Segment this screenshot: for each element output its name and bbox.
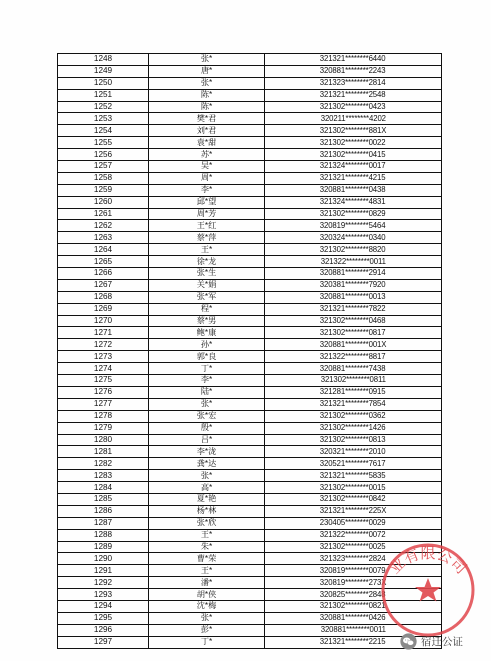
table-row <box>58 77 442 89</box>
row-number: 1293 <box>58 589 149 601</box>
row-name: 程* <box>149 303 265 315</box>
row-name: 王* <box>149 529 265 541</box>
row-id-number <box>265 256 442 268</box>
id-text: 320881********001X <box>319 339 387 349</box>
row-name: 孙* <box>149 339 265 351</box>
row-name: 夏*艳 <box>149 493 265 505</box>
row-id-number <box>265 77 442 89</box>
id-text: 321302********0829 <box>320 209 386 219</box>
row-id-number <box>265 446 442 458</box>
table-row <box>58 482 442 494</box>
row-name: 李*泷 <box>149 446 265 458</box>
row-number: 1297 <box>58 636 149 648</box>
id-text: 321302********881X <box>319 125 387 135</box>
table-row <box>58 65 442 77</box>
row-id-number <box>265 303 442 315</box>
id-text: 320819********5464 <box>320 220 386 230</box>
table-row <box>58 244 442 256</box>
row-name: 张*宏 <box>149 410 265 422</box>
row-id-number <box>265 482 442 494</box>
table-row <box>58 398 442 410</box>
id-text: 320825********2848 <box>320 589 386 599</box>
row-name: 朱* <box>149 541 265 553</box>
row-name: 鲍*康 <box>149 327 265 339</box>
row-number: 1283 <box>58 470 149 482</box>
table-row <box>58 89 442 101</box>
row-name: 蔡*男 <box>149 315 265 327</box>
row-number: 1287 <box>58 517 149 529</box>
table-row <box>58 291 442 303</box>
table-row <box>58 54 442 66</box>
id-text: 230405********0029 <box>320 518 386 528</box>
row-id-number <box>265 161 442 173</box>
id-text: 321321********2548 <box>320 90 386 100</box>
row-id-number <box>265 410 442 422</box>
table-row <box>58 386 442 398</box>
row-number: 1261 <box>58 208 149 220</box>
id-text: 320881********7438 <box>320 363 386 373</box>
row-name: 殷* <box>149 422 265 434</box>
table-row <box>58 493 442 505</box>
id-text: 321302********0022 <box>320 137 386 147</box>
id-text: 320819********0079 <box>320 565 386 575</box>
id-text: 321302********0813 <box>320 434 386 444</box>
id-text: 320819********273X <box>319 577 387 587</box>
id-text: 321302********0415 <box>320 149 386 159</box>
table-row <box>58 339 442 351</box>
row-number: 1263 <box>58 232 149 244</box>
row-number: 1259 <box>58 184 149 196</box>
row-id-number <box>265 268 442 280</box>
row-number: 1255 <box>58 137 149 149</box>
row-number: 1277 <box>58 398 149 410</box>
table-row <box>58 375 442 387</box>
id-text: 320881********0013 <box>320 292 386 302</box>
row-name: 袁*甜 <box>149 137 265 149</box>
row-id-number <box>265 232 442 244</box>
row-id-number <box>265 505 442 517</box>
row-id-number <box>265 196 442 208</box>
seal-star-icon <box>415 578 441 602</box>
id-text: 321302********0468 <box>320 316 386 326</box>
row-name: 樊*君 <box>149 113 265 125</box>
table-row <box>58 232 442 244</box>
row-name: 丁* <box>149 636 265 648</box>
row-name: 张*军 <box>149 291 265 303</box>
id-text: 320324********0340 <box>320 232 386 242</box>
row-number: 1249 <box>58 65 149 77</box>
row-name: 蔡*萍 <box>149 232 265 244</box>
row-name: 张* <box>149 470 265 482</box>
row-id-number <box>265 149 442 161</box>
row-number: 1275 <box>58 375 149 387</box>
row-number: 1290 <box>58 553 149 565</box>
table-row <box>58 113 442 125</box>
id-text: 320881********0438 <box>320 185 386 195</box>
row-name: 关*娟 <box>149 279 265 291</box>
row-number: 1267 <box>58 279 149 291</box>
id-text: 321302********0817 <box>320 327 386 337</box>
row-name: 邱*望 <box>149 196 265 208</box>
table-row <box>58 458 442 470</box>
row-name: 吴* <box>149 161 265 173</box>
id-text: 320881********2914 <box>320 268 386 278</box>
id-text: 321323********2814 <box>320 78 386 88</box>
row-number: 1269 <box>58 303 149 315</box>
id-text: 320521********7617 <box>320 458 386 468</box>
row-number: 1271 <box>58 327 149 339</box>
row-number: 1264 <box>58 244 149 256</box>
row-id-number <box>265 517 442 529</box>
table-row <box>58 470 442 482</box>
row-number: 1274 <box>58 363 149 375</box>
row-name: 彭* <box>149 624 265 636</box>
row-id-number <box>265 113 442 125</box>
row-number: 1284 <box>58 482 149 494</box>
id-text: 321302********8820 <box>320 244 386 254</box>
row-name: 唐* <box>149 65 265 77</box>
id-text: 321302********0362 <box>320 411 386 421</box>
id-text: 321321********6440 <box>320 54 386 64</box>
row-id-number <box>265 363 442 375</box>
id-text: 321302********1426 <box>320 423 386 433</box>
id-text: 320881********0426 <box>320 613 386 623</box>
row-name: 王*红 <box>149 220 265 232</box>
row-number: 1248 <box>58 54 149 66</box>
id-text: 321322********0072 <box>320 530 386 540</box>
id-text: 321302********0821 <box>320 601 386 611</box>
row-name: 丁* <box>149 363 265 375</box>
id-text: 320881********2243 <box>320 66 386 76</box>
row-number: 1265 <box>58 256 149 268</box>
id-text: 321321********5835 <box>320 470 386 480</box>
table-row <box>58 517 442 529</box>
row-number: 1273 <box>58 351 149 363</box>
row-name: 沈*梅 <box>149 600 265 612</box>
row-id-number <box>265 458 442 470</box>
row-id-number <box>265 101 442 113</box>
row-id-number <box>265 65 442 77</box>
row-id-number <box>265 375 442 387</box>
row-name: 曹*荣 <box>149 553 265 565</box>
row-number: 1286 <box>58 505 149 517</box>
row-name: 李* <box>149 375 265 387</box>
row-name: 刘*君 <box>149 125 265 137</box>
row-number: 1289 <box>58 541 149 553</box>
footer-text: 宿迁公证 <box>421 635 463 648</box>
row-name: 张* <box>149 77 265 89</box>
row-number: 1266 <box>58 268 149 280</box>
row-name: 王* <box>149 244 265 256</box>
row-name: 苏* <box>149 149 265 161</box>
row-name: 张*欣 <box>149 517 265 529</box>
id-text: 321321********2215 <box>320 637 386 647</box>
row-name: 李* <box>149 184 265 196</box>
seal-text: 业有限公司 <box>385 544 471 578</box>
id-text: 321302********0015 <box>320 482 386 492</box>
row-name: 吕* <box>149 434 265 446</box>
row-name: 张* <box>149 398 265 410</box>
row-number: 1272 <box>58 339 149 351</box>
row-id-number <box>265 434 442 446</box>
row-id-number <box>265 291 442 303</box>
row-id-number <box>265 327 442 339</box>
id-text: 321321********7822 <box>320 304 386 314</box>
row-number: 1291 <box>58 565 149 577</box>
table-row <box>58 256 442 268</box>
row-id-number <box>265 386 442 398</box>
row-number: 1257 <box>58 161 149 173</box>
id-text: 321322********0011 <box>320 256 386 266</box>
table-row <box>58 208 442 220</box>
wechat-icon <box>400 633 417 650</box>
row-name: 潘* <box>149 577 265 589</box>
row-id-number <box>265 220 442 232</box>
id-text: 321281********0915 <box>320 387 386 397</box>
table-row <box>58 101 442 113</box>
row-number: 1280 <box>58 434 149 446</box>
id-text: 320381********7920 <box>320 280 386 290</box>
row-number: 1294 <box>58 600 149 612</box>
row-name: 陆* <box>149 386 265 398</box>
row-number: 1254 <box>58 125 149 137</box>
row-number: 1295 <box>58 612 149 624</box>
row-id-number <box>265 172 442 184</box>
row-number: 1292 <box>58 577 149 589</box>
table-row <box>58 149 442 161</box>
id-text: 321321********4215 <box>320 173 386 183</box>
row-id-number <box>265 493 442 505</box>
row-number: 1285 <box>58 493 149 505</box>
table-row <box>58 172 442 184</box>
row-id-number <box>265 279 442 291</box>
row-id-number <box>265 184 442 196</box>
row-id-number <box>265 244 442 256</box>
row-number: 1278 <box>58 410 149 422</box>
table-row <box>58 351 442 363</box>
id-text: 320321********2010 <box>320 446 386 456</box>
id-text: 320881********0011 <box>320 625 386 635</box>
table-row <box>58 410 442 422</box>
table-row <box>58 137 442 149</box>
table-row <box>58 303 442 315</box>
row-name: 张* <box>149 612 265 624</box>
row-id-number <box>265 137 442 149</box>
footer-watermark <box>400 632 463 650</box>
table-row <box>58 279 442 291</box>
table-row <box>58 220 442 232</box>
row-id-number <box>265 315 442 327</box>
table-row <box>58 327 442 339</box>
row-name: 王* <box>149 565 265 577</box>
row-number: 1282 <box>58 458 149 470</box>
id-text: 321324********4831 <box>320 197 386 207</box>
row-id-number <box>265 470 442 482</box>
row-name: 高* <box>149 482 265 494</box>
id-text: 321321********225X <box>319 506 387 516</box>
row-id-number <box>265 339 442 351</box>
id-text: 321324********0017 <box>320 161 386 171</box>
table-row <box>58 363 442 375</box>
id-text: 321302********0423 <box>320 102 386 111</box>
row-id-number <box>265 208 442 220</box>
id-text: 321302********0811 <box>320 375 386 385</box>
row-id-number <box>265 89 442 101</box>
row-id-number <box>265 351 442 363</box>
table-row <box>58 125 442 137</box>
row-number: 1268 <box>58 291 149 303</box>
row-id-number <box>265 125 442 137</box>
table-row <box>58 161 442 173</box>
row-name: 周* <box>149 172 265 184</box>
row-number: 1251 <box>58 89 149 101</box>
row-number: 1270 <box>58 315 149 327</box>
id-text: 321323********2824 <box>320 553 386 563</box>
table-row <box>58 268 442 280</box>
table-row <box>58 315 442 327</box>
row-name: 陈* <box>149 89 265 101</box>
id-text: 321302********0025 <box>320 541 386 551</box>
row-name: 龚*达 <box>149 458 265 470</box>
id-text: 321321********7854 <box>320 399 386 409</box>
row-name: 周*芳 <box>149 208 265 220</box>
row-id-number <box>265 398 442 410</box>
row-name: 徐*龙 <box>149 256 265 268</box>
table-row <box>58 446 442 458</box>
row-name: 张* <box>149 54 265 66</box>
row-id-number <box>265 422 442 434</box>
row-number: 1258 <box>58 172 149 184</box>
row-number: 1256 <box>58 149 149 161</box>
company-seal <box>378 540 478 640</box>
row-number: 1276 <box>58 386 149 398</box>
row-name: 陈* <box>149 101 265 113</box>
table-row <box>58 434 442 446</box>
table-row <box>58 184 442 196</box>
row-name: 张*生 <box>149 268 265 280</box>
table-row <box>58 196 442 208</box>
id-text: 321302********0842 <box>320 494 386 504</box>
row-id-number <box>265 54 442 66</box>
row-number: 1260 <box>58 196 149 208</box>
row-number: 1252 <box>58 101 149 113</box>
row-number: 1253 <box>58 113 149 125</box>
row-number: 1250 <box>58 77 149 89</box>
row-name: 郭*良 <box>149 351 265 363</box>
row-number: 1279 <box>58 422 149 434</box>
row-number: 1281 <box>58 446 149 458</box>
row-number: 1296 <box>58 624 149 636</box>
row-number: 1288 <box>58 529 149 541</box>
id-text: 320211********4202 <box>320 113 386 123</box>
table-row <box>58 422 442 434</box>
row-number: 1262 <box>58 220 149 232</box>
table-row <box>58 505 442 517</box>
row-name: 杨*林 <box>149 505 265 517</box>
row-name: 胡*侠 <box>149 589 265 601</box>
id-text: 321322********8817 <box>320 351 386 361</box>
